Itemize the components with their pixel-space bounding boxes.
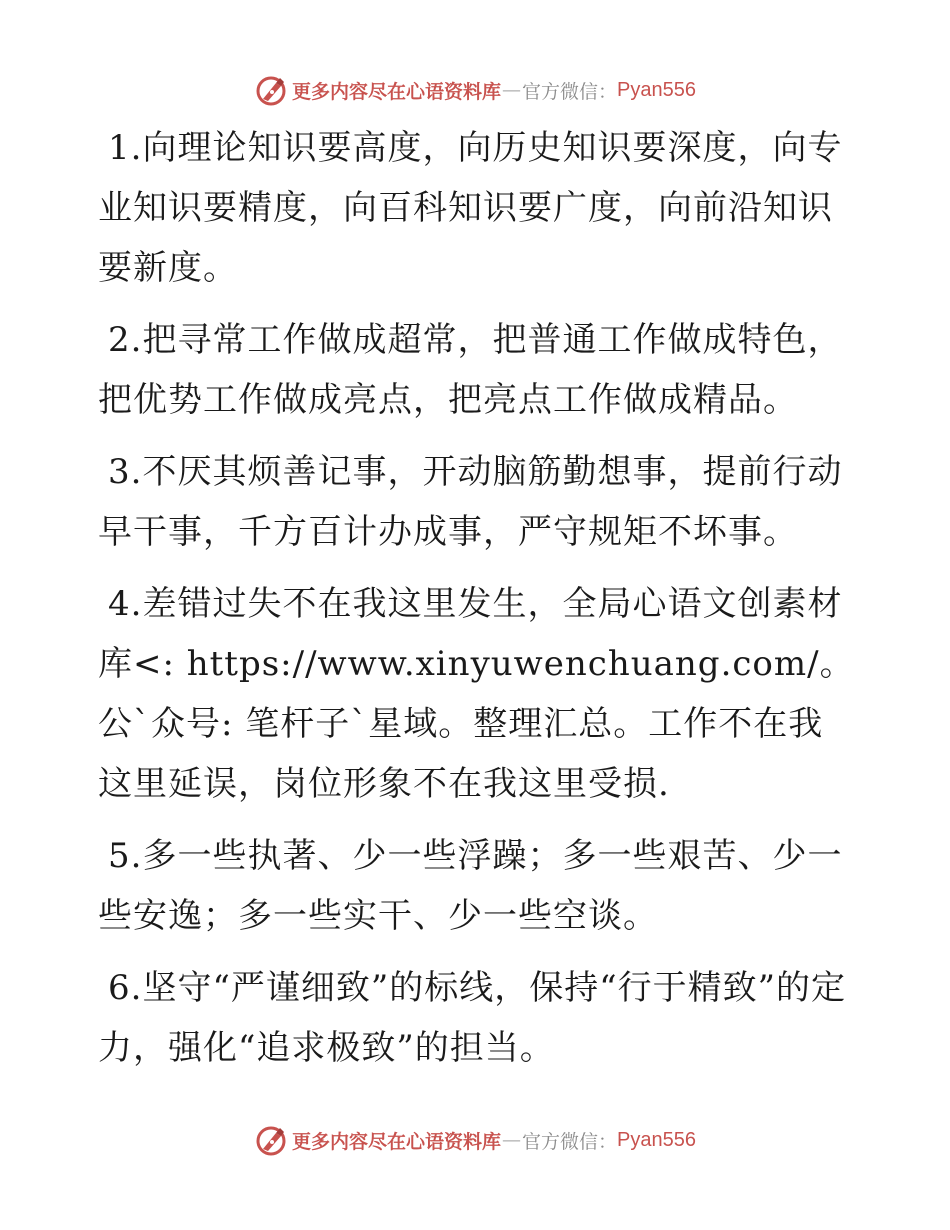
paragraph-6: 6.坚守“严谨细致”的标线，保持“行于精致”的定力，强化“追求极致”的担当。 (98, 968, 846, 1068)
paragraph-2: 2.把寻常工作做成超常，把普通工作做成特色，把优势工作做成亮点，把亮点工作做成精品。 (98, 320, 843, 420)
paragraph-3: 3.不厌其烦善记事，开动脑筋勤想事，提前行动早干事，千方百计办成事，严守规矩不坏事。 (98, 452, 843, 552)
footer-banner (0, 1120, 950, 1160)
pen-nib-circle-icon (254, 73, 288, 107)
document-body (98, 118, 858, 1090)
pen-nib-circle-icon (254, 1123, 288, 1157)
paragraph-1: 1.向理论知识要高度，向历史知识要深度，向专业知识要精度，向百科知识要广度，向前沿知识要新度。 (98, 128, 843, 288)
footer-wechat-id: Pyan556 (617, 1128, 696, 1151)
paragraph-4: 4.差错过失不在我这里发生，全局心语文创素材库<: https://www.xinyuwenchuang.com/。公`众号: 笔杆子`星域。整理汇总。工作不在我这里延误，岗位形象不在我这里受损. (98, 584, 855, 804)
header-official-label: 官方微信： (522, 80, 618, 103)
header-banner (0, 70, 950, 110)
header-brand-text: 更多内容尽在心语资料库 (292, 80, 502, 103)
header-wechat-id: Pyan556 (617, 78, 696, 101)
footer-dash: — (502, 1129, 522, 1151)
header-dash: — (502, 79, 522, 101)
footer-brand-text: 更多内容尽在心语资料库 (292, 1130, 502, 1153)
paragraph-5: 5.多一些执著、少一些浮躁；多一些艰苦、少一些安逸；多一些实干、少一些空谈。 (98, 836, 843, 936)
footer-official-label: 官方微信： (522, 1130, 618, 1153)
